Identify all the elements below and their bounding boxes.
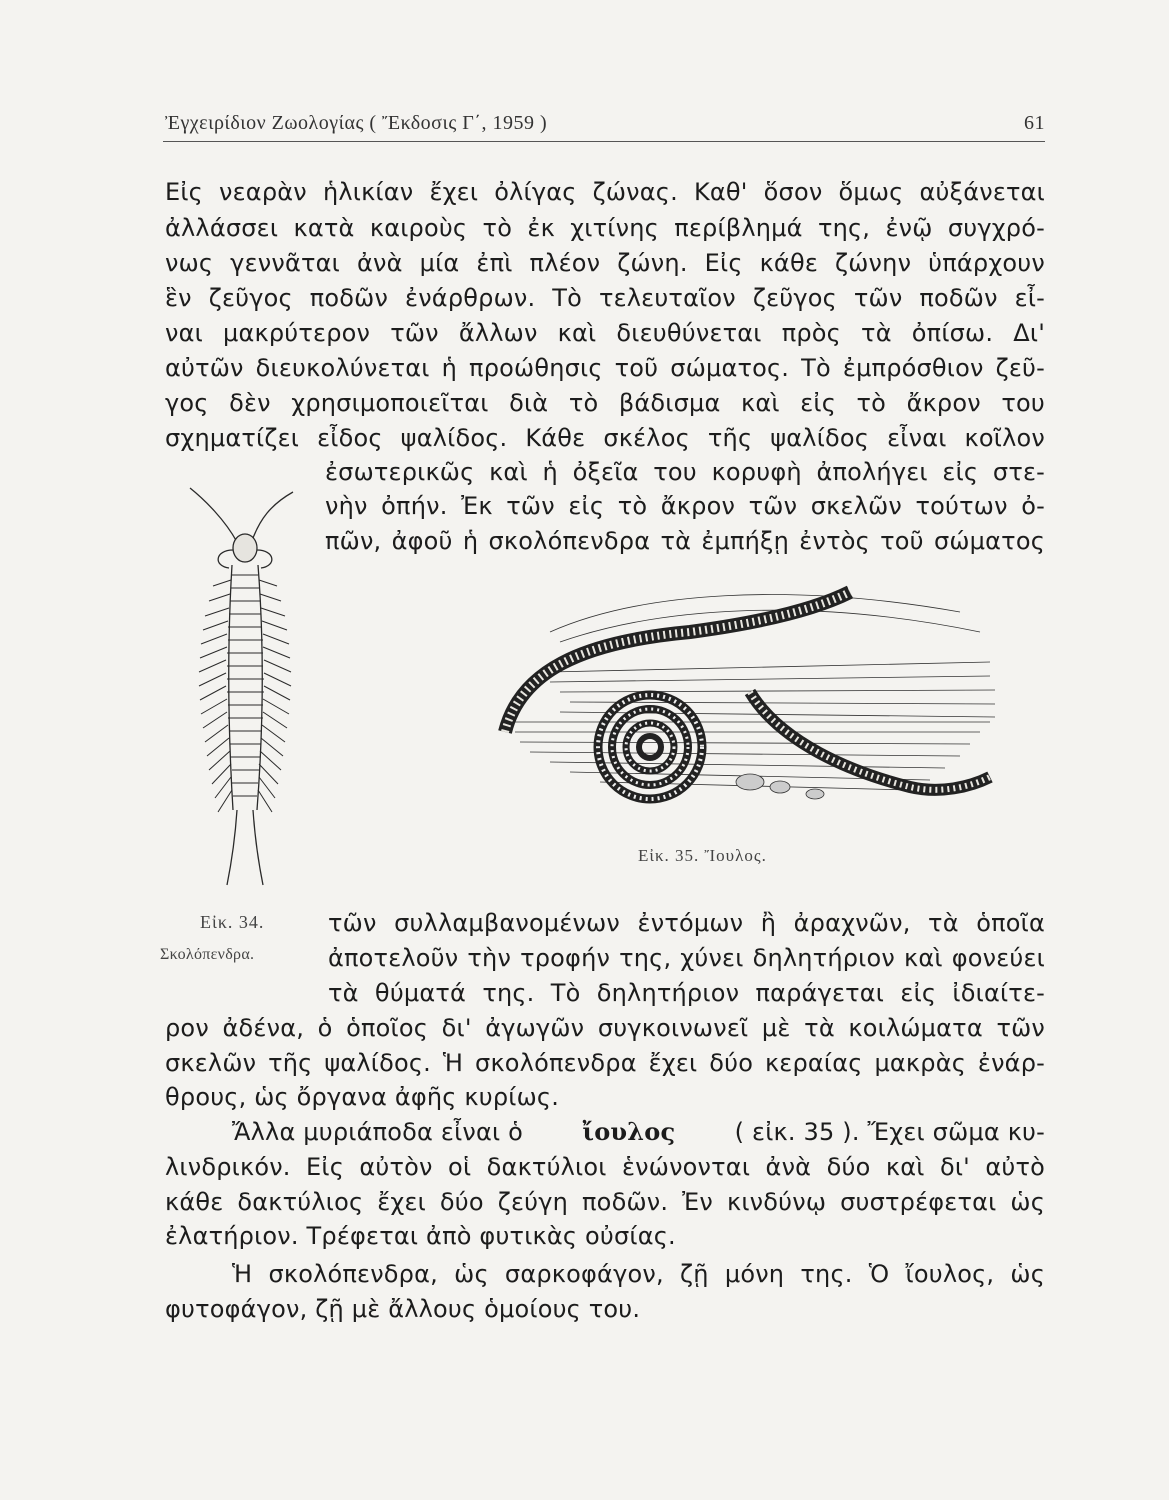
text-line: ἓν ζεῦγος ποδῶν ἐνάρθρων. Τὸ τελευταῖον ζεῦγος τῶν ποδῶν εἶ- bbox=[165, 284, 1045, 312]
p2-lead: Ἄλλα μυριάποδα εἶναι ὁ bbox=[232, 1118, 524, 1146]
term-iulus: ἴουλος bbox=[582, 1117, 676, 1146]
text-line: ρον ἀδένα, ὁ ὁποῖος δι' ἀγωγῶν συγκοινωνεῖ μὲ τὰ κοιλώματα τῶν bbox=[165, 1014, 1045, 1042]
text-line: κάθε δακτύλιος ἔχει δύο ζεύγη ποδῶν. Ἐν κινδύνῳ συστρέφεται ὡς bbox=[165, 1188, 1045, 1216]
text-line: θρους, ὡς ὄργανα ἀφῆς κυρίως. bbox=[165, 1083, 560, 1111]
figure-34-caption-name: Σκολόπενδρα. bbox=[160, 946, 255, 963]
running-title: Ἐγχειρίδιον Ζωολογίας ( Ἔκδοσις Γ΄, 1959 ) bbox=[165, 112, 548, 134]
text-line: ἐλατήριον. Τρέφεται ἀπὸ φυτικὰς οὐσίας. bbox=[165, 1222, 676, 1250]
text-line: γος δὲν χρησιμοποιεῖται διὰ τὸ βάδισμα καὶ εἰς τὸ ἄκρον του bbox=[165, 389, 1045, 417]
text-line: ἐσωτερικῶς καὶ ἡ ὀξεῖα του κορυφὴ ἀπολήγει εἰς στε- bbox=[325, 458, 1045, 486]
text-line: τῶν συλλαμβανομένων ἐντόμων ἢ ἀραχνῶν, τὰ ὁποῖα bbox=[328, 909, 1045, 937]
text-line-with-term bbox=[232, 1117, 1045, 1146]
text-line: λινδρικόν. Εἰς αὐτὸν οἱ δακτύλιοι ἑνώνονται ἀνὰ δύο καὶ δι' αὐτὸ bbox=[165, 1153, 1045, 1181]
p2-after: ( εἰκ. 35 ). Ἔχει σῶμα κυ- bbox=[734, 1118, 1045, 1146]
page-number: 61 bbox=[1024, 112, 1045, 134]
figure-35-caption: Εἰκ. 35. Ἴουλος. bbox=[638, 846, 767, 865]
running-head bbox=[165, 112, 1045, 135]
text-line: νὴν ὀπήν. Ἐκ τῶν εἰς τὸ ἄκρον τῶν σκελῶν τούτων ὀ- bbox=[325, 492, 1045, 520]
text-line: Εἰς νεαρὰν ἡλικίαν ἔχει ὀλίγας ζώνας. Καθ' ὅσον ὅμως αὐξάνεται bbox=[165, 178, 1045, 206]
text-line: φυτοφάγον, ζῇ μὲ ἄλλους ὁμοίους του. bbox=[165, 1295, 641, 1323]
text-line: ἀποτελοῦν τὴν τροφήν της, χύνει δηλητήριον καὶ φονεύει bbox=[328, 944, 1045, 972]
text-line: αὐτῶν διευκολύνεται ἡ προώθησις τοῦ σώματος. Τὸ ἐμπρόσθιον ζεῦ- bbox=[165, 354, 1045, 382]
text-line: σχηματίζει εἶδος ψαλίδος. Κάθε σκέλος τῆς ψαλίδος εἶναι κοῖλον bbox=[165, 424, 1045, 452]
text-line: ναι μακρύτερον τῶν ἄλλων καὶ διευθύνεται πρὸς τὰ ὀπίσω. Δι' bbox=[165, 319, 1045, 347]
text-line: πῶν, ἀφοῦ ἡ σκολόπενδρα τὰ ἐμπήξῃ ἐντὸς τοῦ σώματος bbox=[325, 527, 1045, 555]
header-rule bbox=[163, 141, 1045, 142]
text-line: νως γεννᾶται ἀνὰ μία ἐπὶ πλέον ζώνη. Εἰς κάθε ζώνην ὑπάρχουν bbox=[165, 249, 1045, 277]
figure-35-iulus-illustration bbox=[490, 572, 1010, 822]
text-line: ἀλλάσσει κατὰ καιροὺς τὸ ἐκ χιτίνης περίβλημά της, ἐνῷ συγχρό- bbox=[165, 214, 1045, 242]
figure-34-caption-number: Εἰκ. 34. bbox=[200, 912, 265, 932]
text-line: σκελῶν τῆς ψαλίδος. Ἡ σκολόπενδρα ἔχει δύο κεραίας μακρὰς ἐνάρ- bbox=[165, 1049, 1045, 1077]
text-line: τὰ θύματά της. Τὸ δηλητήριον παράγεται εἰς ἰδιαίτε- bbox=[328, 979, 1045, 1007]
figure-34-scolopendra-illustration bbox=[185, 480, 305, 890]
text-line: Ἡ σκολόπενδρα, ὡς σαρκοφάγον, ζῇ μόνη της. Ὁ ἴουλος, ὡς bbox=[232, 1260, 1045, 1288]
